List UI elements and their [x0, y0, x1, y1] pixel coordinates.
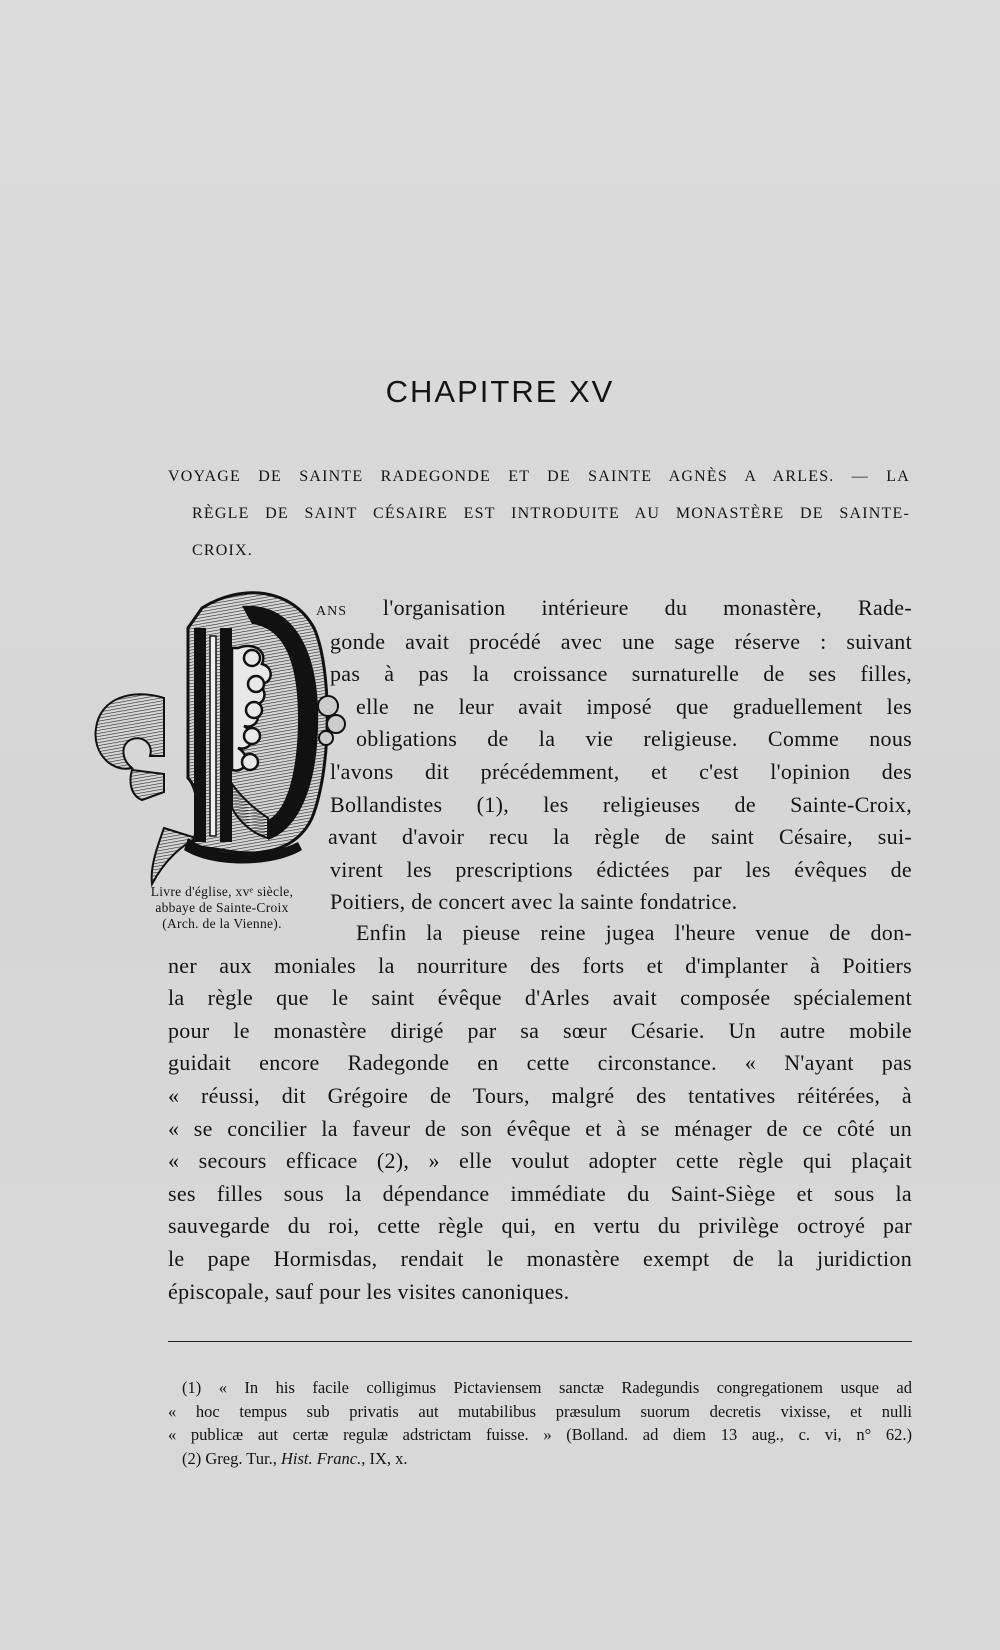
text-line: l'avons dit précédemment, et c'est l'opinion des	[330, 758, 912, 784]
text-line: obligations de la vie religieuse. Comme nous	[356, 726, 912, 752]
paragraph-1	[168, 592, 912, 919]
text-line: virent les prescriptions édictées par les évêques de	[330, 856, 912, 882]
chapter-title: CHAPITRE XV	[385, 374, 615, 409]
caption-line: abbaye de Sainte-Croix	[155, 900, 289, 915]
text-line: la règle que le saint évêque d'Arles avait composée spécialement	[168, 985, 912, 1011]
footnote-2-prefix: (2) Greg. Tur.,	[182, 1448, 282, 1468]
text-line: « réussi, dit Grégoire de Tours, malgré des tentatives réitérées, à	[168, 1082, 912, 1108]
text-line: avant d'avoir recu la règle de saint Césaire, sui-	[328, 824, 912, 850]
text-line: le pape Hormisdas, rendait le monastère exempt de la juridiction	[168, 1245, 912, 1271]
text-line: sauvegarde du roi, cette règle qui, en vertu du privilège octroyé par	[168, 1213, 912, 1239]
text-line: elle ne leur avait imposé que graduellement les	[356, 693, 912, 719]
summary-line: VOYAGE DE SAINTE RADEGONDE ET DE SAINTE AGNÈS A ARLES. — LA	[168, 468, 910, 485]
text-line: Poitiers, de concert avec la sainte fondatrice.	[330, 889, 738, 915]
lead-word: ans	[316, 598, 348, 620]
caption-line: (Arch. de la Vienne).	[162, 916, 282, 931]
caption-line: Livre d'église, xvᵉ siècle,	[150, 884, 294, 899]
footnote-line	[182, 1447, 912, 1471]
footnote-line: (1) « In his facile colligimus Pictaviensem sanctæ Radegundis congregationem usque ad	[182, 1378, 912, 1397]
footnote-line: « publicæ aut certæ regulæ adstrictam fuisse. » (Bolland. ad diem 13 aug., c. vi, n° 62.)	[168, 1425, 912, 1444]
text-line: gonde avait procédé avec une sage réserve : suivant	[330, 628, 912, 654]
footnote-2-suffix: , IX, x.	[361, 1448, 408, 1468]
footnote-line: « hoc tempus sub privatis aut mutabilibus præsulum suorum decretis vixisse, et nulli	[168, 1401, 912, 1421]
text-line: « secours efficace (2), » elle voulut adopter cette règle qui plaçait	[168, 1148, 912, 1174]
footnotes	[168, 1376, 912, 1470]
footnote-2-title: Hist. Franc.	[281, 1448, 362, 1468]
text-line: épiscopale, sauf pour les visites canoniques.	[168, 1278, 570, 1304]
text-line: Enfin la pieuse reine jugea l'heure venue de don-	[356, 920, 912, 945]
text-line	[316, 592, 912, 626]
line-text: l'organisation intérieure du monastère, Rade-	[347, 595, 912, 620]
footnote-divider	[168, 1341, 912, 1342]
text-line: Bollandistes (1), les religieuses de Sainte-Croix,	[330, 791, 912, 817]
chapter-summary	[168, 458, 910, 569]
text-line: pour le monastère dirigé par sa sœur Césarie. Un autre mobile	[168, 1017, 912, 1043]
text-line: pas à pas la croissance surnaturelle de ses filles,	[330, 661, 912, 687]
text-line: ses filles sous la dépendance immédiate du Saint-Siège et sous la	[168, 1180, 912, 1206]
text-line: ner aux moniales la nourriture des forts et d'implanter à Poitiers	[168, 952, 912, 978]
paragraph-2	[168, 917, 912, 1308]
summary-line: RÈGLE DE SAINT CÉSAIRE EST INTRODUITE AU MONASTÈRE DE SAINTE-	[192, 505, 910, 522]
text-line: « se concilier la faveur de son évêque et à se ménager de ce côté un	[168, 1115, 912, 1141]
text-line: guidait encore Radegonde en cette circonstance. « N'ayant pas	[168, 1050, 912, 1076]
summary-line: CROIX.	[192, 542, 253, 559]
